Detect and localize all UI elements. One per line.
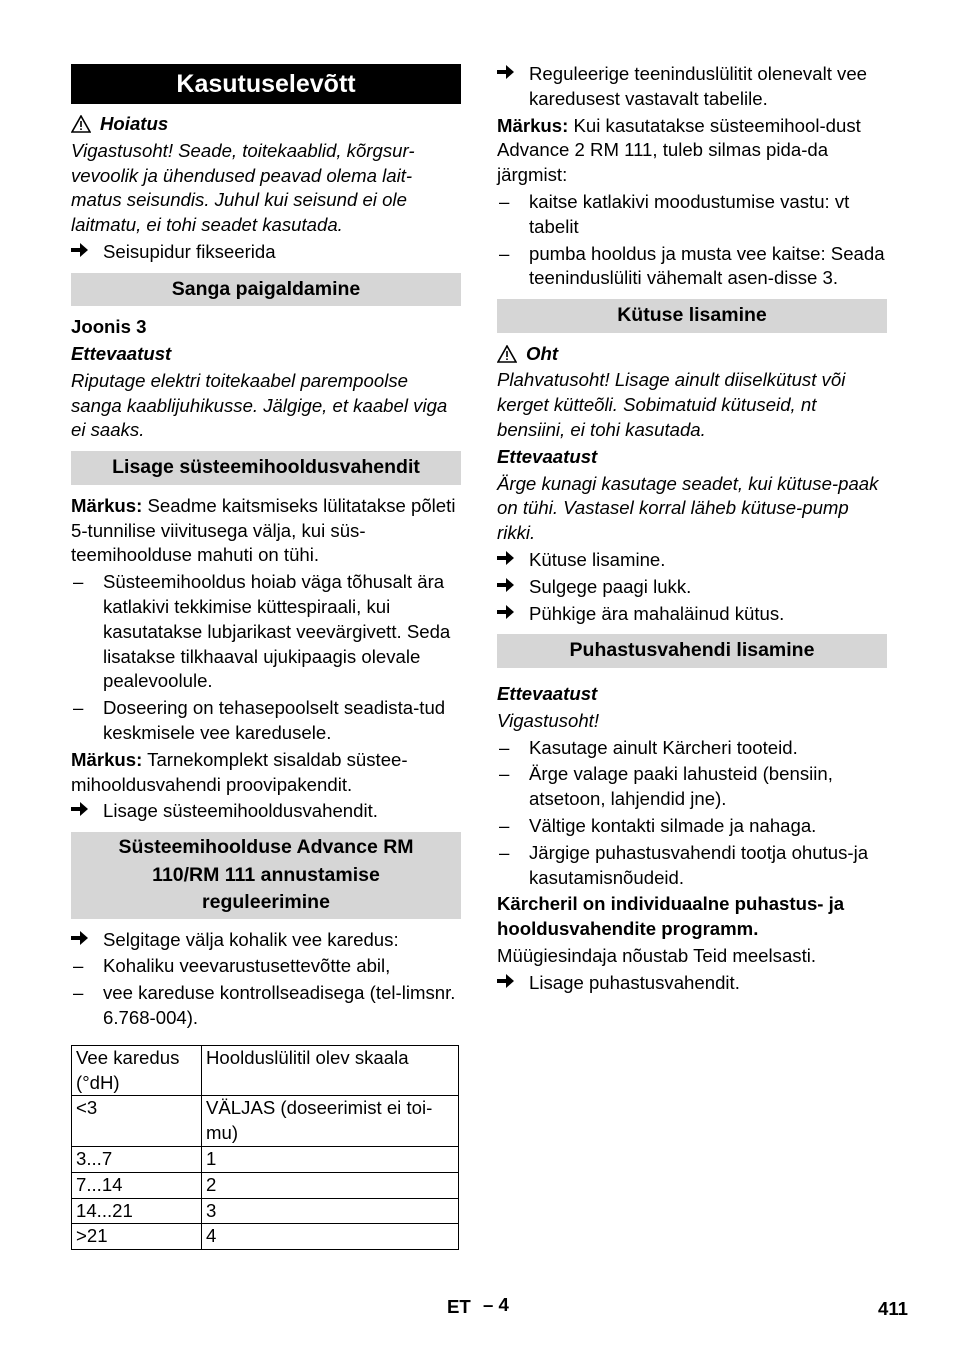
dash-text: Kohaliku veevarustusettevõtte abil, <box>103 955 391 977</box>
action-text: Selgitage välja kohalik vee karedus: <box>103 928 399 950</box>
right-arrow-icon <box>497 62 523 87</box>
dash-bullet: – <box>499 814 510 836</box>
action-text: Sulgege paagi lukk. <box>529 575 692 597</box>
page-number: 411 <box>878 1298 908 1319</box>
action-item <box>71 240 461 265</box>
note-paragraph <box>71 494 461 568</box>
dash-text: Järgige puhastusvahendi tootja ohutus-ja kasutamisnõudeid. <box>529 841 869 888</box>
warning-triangle-icon <box>71 115 91 133</box>
action-item <box>497 575 887 600</box>
section-heading: Kütuse lisamine <box>497 299 887 333</box>
dash-text: Doseering on tehasepoolselt seadista-tud keskmisele vee karedusele. <box>103 697 446 743</box>
table-cell: 2 <box>202 1172 459 1198</box>
dash-item <box>71 570 461 694</box>
footer-section-page: – 4 <box>483 1294 509 1315</box>
dash-text: vee kareduse kontrollseadisega (tel-limsnr. 6.768-004). <box>103 982 456 1029</box>
dash-item <box>497 190 887 240</box>
action-item <box>71 928 461 953</box>
table-header-cell: Hoolduslülitil olev skaala <box>202 1045 459 1096</box>
left-column <box>71 62 461 1250</box>
right-arrow-icon <box>497 971 523 996</box>
caution-label: Ettevaatust <box>71 343 172 365</box>
table-cell: 3...7 <box>72 1147 202 1173</box>
note-paragraph <box>71 748 461 798</box>
action-item <box>71 799 461 824</box>
dash-item <box>497 736 887 761</box>
note-text: Seadme kaitsmiseks lülitatakse põleti 5-tunnilise viivitusega välja, kui süs-teemihoolduse mahuti on tühi. <box>71 494 456 566</box>
action-item <box>497 602 887 627</box>
danger-heading <box>497 342 887 367</box>
action-text: Lisage puhastusvahendit. <box>529 971 740 993</box>
table-cell: VÄLJAS (doseerimist ei toi-mu) <box>202 1096 459 1147</box>
warning-heading <box>71 112 461 137</box>
table-row <box>72 1224 459 1250</box>
note-paragraph <box>497 114 887 188</box>
dash-item <box>497 814 887 839</box>
dash-bullet: – <box>499 242 510 264</box>
dash-item <box>497 762 887 812</box>
table-cell: 1 <box>202 1147 459 1173</box>
dash-text: Vältige kontakti silmade ja nahaga. <box>529 814 817 836</box>
right-column <box>497 62 887 998</box>
dash-text: Süsteemihooldus hoiab väga tõhusalt ära katlakivi tekkimise küttespiraali, kui kasutatakse lubjarikast veevärgivett. Seda lisatakse tilkhaaval ujukipaagis olevale pealevoolule. <box>103 571 451 692</box>
table-cell: <3 <box>72 1096 202 1147</box>
dash-bullet: – <box>499 190 510 212</box>
action-text: Lisage süsteemihooldusvahendit. <box>103 800 378 822</box>
dash-bullet: – <box>499 763 510 785</box>
dash-bullet: – <box>73 982 84 1004</box>
note-label: Märkus: <box>497 114 569 136</box>
section-heading: Süsteemihoolduse Advance RM 110/RM 111 annustamise reguleerimine <box>71 832 461 919</box>
dealer-note: Müügiesindaja nõustab Teid meelsasti. <box>497 944 817 966</box>
right-arrow-icon <box>497 602 523 627</box>
section-heading: Lisage süsteemihooldusvahendit <box>71 451 461 485</box>
action-text: Kütuse lisamine. <box>529 549 666 571</box>
dash-bullet: – <box>73 697 84 719</box>
dash-text: pumba hooldus ja musta vee kaitse: Seada teeninduslüliti vähemalt asen-disse 3. <box>529 242 885 289</box>
action-text: Seisupidur fikseerida <box>103 240 276 262</box>
right-arrow-icon <box>497 548 523 573</box>
dash-text: kaitse katlakivi moodustumise vastu: vt tabelit <box>529 190 850 237</box>
warning-label: Hoiatus <box>100 113 169 134</box>
caution-text: Vigastusoht! <box>497 709 599 731</box>
right-arrow-icon <box>497 575 523 600</box>
table-row <box>72 1198 459 1224</box>
danger-text: Plahvatusoht! Lisage ainult diiselkütust või kerget kütteõli. Sobimatuid kütuseid, nt bensiini, ei tohi kasutada. <box>497 369 846 441</box>
right-arrow-icon <box>71 799 97 824</box>
caution-text: Ärge kunagi kasutage seadet, kui kütuse-paak on tühi. Vastasel korral läheb kütuse-pump rikki. <box>497 472 879 544</box>
caution-label: Ettevaatust <box>497 682 598 704</box>
dash-item <box>71 981 461 1031</box>
program-note: Kärcheril on individuaalne puhastus- ja hooldusvahendite programm. <box>497 893 845 940</box>
section-heading: Sanga paigaldamine <box>71 273 461 307</box>
action-item <box>497 548 887 573</box>
water-hardness-table <box>71 1045 459 1250</box>
dash-item <box>497 242 887 292</box>
section-title: Kasutuselevõtt <box>71 64 461 104</box>
danger-label: Oht <box>526 342 559 364</box>
note-label: Märkus: <box>71 748 143 770</box>
caution-text: Riputage elektri toitekaabel parempoolse sanga kaablijuhikusse. Jälgige, et kaabel viga ei saaks. <box>71 369 448 441</box>
action-text: Pühkige ära mahaläinud kütus. <box>529 602 785 624</box>
figure-reference: Joonis 3 <box>71 316 147 338</box>
dash-item <box>71 696 461 746</box>
table-row <box>72 1147 459 1173</box>
note-text: Tarnekomplekt sisaldab süstee-mihooldusvahendi proovipakendit. <box>71 748 408 795</box>
dash-item <box>71 954 461 979</box>
dash-text: Kasutage ainult Kärcheri tooteid. <box>529 736 798 758</box>
note-text: Kui kasutatakse süsteemihool-dust Advance 2 RM 111, tuleb silmas pida-da järgmist: <box>497 114 861 186</box>
right-arrow-icon <box>71 928 97 953</box>
table-row <box>72 1096 459 1147</box>
note-label: Märkus: <box>71 494 143 516</box>
action-item <box>497 62 887 112</box>
caution-label: Ettevaatust <box>497 445 598 467</box>
table-cell: 14...21 <box>72 1198 202 1224</box>
table-header-row <box>72 1045 459 1096</box>
table-cell: 7...14 <box>72 1172 202 1198</box>
action-text: Reguleerige teeninduslülitit olenevalt vee karedusest vastavalt tabelile. <box>529 63 868 109</box>
dash-bullet: – <box>499 736 510 758</box>
table-cell: 4 <box>202 1224 459 1250</box>
dash-bullet: – <box>499 841 510 863</box>
dash-bullet: – <box>73 955 84 977</box>
warning-text: Vigastusoht! Seade, toitekaablid, kõrgsur-vevoolik ja ühendused peavad olema lait-matus seisundis. Juhul kui seisund ei ole laitmatu, ei tohi seadet kasutada. <box>71 139 415 236</box>
table-header-cell: Vee karedus (°dH) <box>72 1045 202 1096</box>
dash-text: Ärge valage paaki lahusteid (bensiin, atsetoon, lahjendid jne). <box>529 763 833 810</box>
dash-bullet: – <box>73 571 84 593</box>
warning-triangle-icon <box>497 345 517 363</box>
footer-language: ET <box>447 1296 471 1317</box>
table-cell: 3 <box>202 1198 459 1224</box>
dash-item <box>497 841 887 891</box>
table-row <box>72 1172 459 1198</box>
table-cell: >21 <box>72 1224 202 1250</box>
section-heading: Puhastusvahendi lisamine <box>497 634 887 668</box>
right-arrow-icon <box>71 240 97 265</box>
action-item <box>497 971 887 996</box>
